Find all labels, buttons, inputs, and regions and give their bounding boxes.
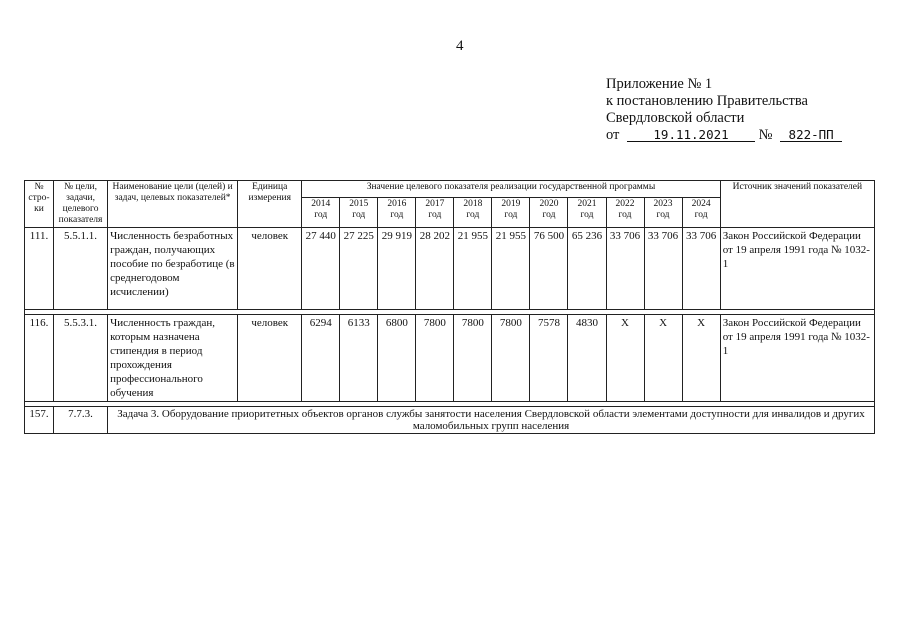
source-cell: Закон Российской Федерации от 19 апреля 1991 года № 1032-1 (720, 228, 874, 310)
value-cell: 21 955 (492, 228, 530, 310)
value-cell: 4830 (568, 315, 606, 402)
header-row-1 (25, 181, 875, 198)
value-cell: X (682, 315, 720, 402)
value-cell: 27 440 (302, 228, 340, 310)
header-name: Наименование цели (целей) и задач, целевых показателей* (108, 181, 238, 228)
header-row-no: № стро-ки (25, 181, 54, 228)
header-year: 2023 год (644, 197, 682, 227)
appendix-header (606, 76, 842, 144)
indicator-name: Численность граждан, которым назначена стипендия в период прохождения профессионального обучения (108, 315, 238, 402)
value-cell: 29 919 (378, 228, 416, 310)
header-year: 2018 год (454, 197, 492, 227)
header-year: 2015 год (340, 197, 378, 227)
appendix-decree: к постановлению Правительства (606, 93, 808, 109)
value-cell: X (644, 315, 682, 402)
value-cell: 33 706 (644, 228, 682, 310)
value-cell: 65 236 (568, 228, 606, 310)
goal-number: 5.5.3.1. (54, 315, 108, 402)
value-cell: 33 706 (606, 228, 644, 310)
header-year: 2024 год (682, 197, 720, 227)
table-row (25, 315, 875, 402)
value-cell: 6800 (378, 315, 416, 402)
header-year: 2014 год (302, 197, 340, 227)
header-year: 2021 год (568, 197, 606, 227)
value-cell: 7800 (416, 315, 454, 402)
header-year: 2016 год (378, 197, 416, 227)
row-number: 111. (25, 228, 54, 310)
task-description: Задача 3. Оборудование приоритетных объектов органов службы занятости населения Свердловской области элементами доступности для инвалидов и других маломобильных групп населения (108, 407, 875, 434)
value-cell: 7800 (492, 315, 530, 402)
appendix-region: Свердловской области (606, 110, 745, 126)
value-cell: 27 225 (340, 228, 378, 310)
unit-cell: человек (238, 228, 302, 310)
unit-cell: человек (238, 315, 302, 402)
header-year: 2019 год (492, 197, 530, 227)
from-label: от (606, 127, 620, 143)
row-number: 157. (25, 407, 54, 434)
value-cell: 7800 (454, 315, 492, 402)
goal-number: 7.7.3. (54, 407, 108, 434)
value-cell: 33 706 (682, 228, 720, 310)
value-cell: 28 202 (416, 228, 454, 310)
header-unit: Единица измерения (238, 181, 302, 228)
number-label: № (758, 127, 773, 143)
value-cell: 6294 (302, 315, 340, 402)
value-cell: X (606, 315, 644, 402)
header-year: 2022 год (606, 197, 644, 227)
header-year: 2017 год (416, 197, 454, 227)
indicators-table (24, 180, 875, 434)
task-row (25, 407, 875, 434)
source-cell: Закон Российской Федерации от 19 апреля 1991 года № 1032-1 (720, 315, 874, 402)
header-goal-no: № цели, задачи, целевого показателя (54, 181, 108, 228)
header-values-group: Значение целевого показателя реализации государственной программы (302, 181, 720, 198)
row-number: 116. (25, 315, 54, 402)
value-cell: 7578 (530, 315, 568, 402)
value-cell: 76 500 (530, 228, 568, 310)
header-source: Источник значений показателей (720, 181, 874, 228)
indicator-name: Численность безработных граждан, получающих пособие по безработице (в среднегодовом исчислении) (108, 228, 238, 310)
page-number: 4 (456, 38, 464, 54)
header-year: 2020 год (530, 197, 568, 227)
goal-number: 5.5.1.1. (54, 228, 108, 310)
appendix-title: Приложение № 1 (606, 76, 713, 92)
value-cell: 21 955 (454, 228, 492, 310)
decree-number: 822-ПП (780, 128, 842, 142)
table-row (25, 228, 875, 310)
appendix-date-line (606, 127, 842, 144)
value-cell: 6133 (340, 315, 378, 402)
decree-date: 19.11.2021 (627, 128, 755, 142)
